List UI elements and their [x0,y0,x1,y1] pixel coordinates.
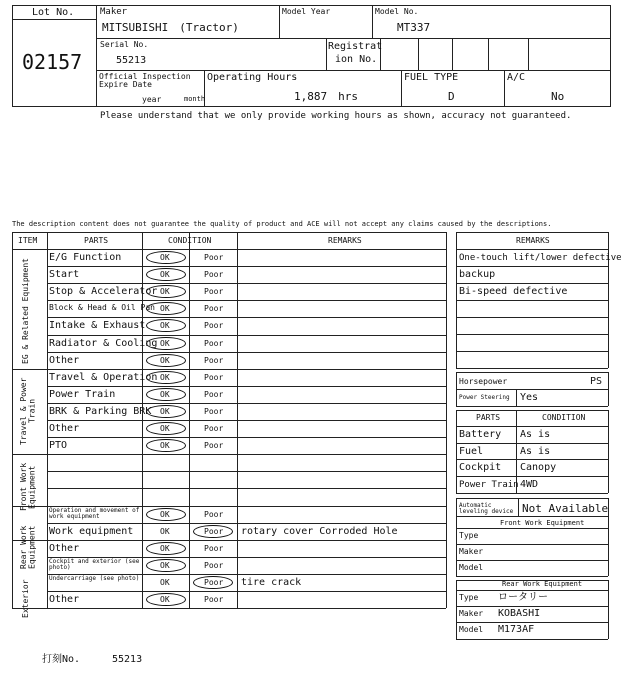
inspection-label: Official Inspection [99,72,191,81]
rule-line [47,437,446,438]
inspection-label-2: Expire Date [99,80,152,89]
battery-value: As is [520,429,551,440]
lot-number: 02157 [22,50,83,74]
maker-label: Maker [100,7,128,17]
ok-option: OK [160,441,170,451]
leveling-label: Automatic leveling device [459,502,514,516]
model-no-label: Model No. [375,7,419,16]
part-label: Start [49,269,80,281]
selected-condition-circle [146,422,186,435]
rule-line [47,266,446,267]
rule-line [12,454,446,455]
rule-line [456,560,608,561]
ok-option: OK [160,424,170,433]
poor-option: Poor [204,424,224,433]
hours-label: Operating Hours [207,72,298,83]
rule-line [456,622,608,623]
ok-option: OK [160,577,170,587]
selected-condition-circle [146,354,186,367]
lot-label: Lot No. [32,7,75,18]
ac-value: No [551,90,565,103]
rule-line [456,372,608,373]
part-label: Other [49,423,80,434]
rule-line [456,406,608,407]
poor-option: Poor [204,338,224,348]
cockpit-label: Cockpit [459,462,502,473]
selected-condition-circle [146,337,186,350]
rear-model-value: M173AF [498,624,535,635]
poor-option: Poor [204,389,224,399]
rule-line [608,580,609,639]
right-remark-1: One-touch lift/lower defective [459,253,622,263]
selected-condition-circle [146,251,186,264]
rear-model-label: Model [459,625,484,634]
model-year-label: Model Year [282,7,331,16]
rule-line [456,232,608,233]
part-label: Undercarriage (see photo) [49,574,140,582]
poor-option: Poor [204,560,224,570]
ok-option: OK [160,595,170,604]
selected-condition-circle [193,576,233,589]
ok-option: OK [160,321,170,331]
ok-option: OK [160,355,170,365]
power-train-value: 4WD [520,479,539,490]
rule-line [456,476,608,477]
poor-option: Poor [204,287,224,297]
part-label: Radiator & Cooling [49,337,158,349]
rule-line [518,498,519,516]
rule-line [456,334,608,335]
rule-line [12,608,446,609]
rule-line [47,352,446,353]
rule-line [456,410,608,411]
steering-label: Power Steering [459,394,510,401]
part-label: Operation and movement of work equipment [49,506,140,521]
selected-condition-circle [146,268,186,281]
ok-option: OK [160,543,170,553]
rule-line [47,232,48,608]
right-remarks-header: REMARKS [516,236,550,245]
rule-line [47,420,446,421]
group-label-eg: EG & Related Equipment [21,258,30,364]
rule-line [47,249,446,250]
poor-option: Poor [204,577,224,587]
selected-condition-circle [146,593,186,606]
rule-line [456,300,608,301]
rule-line [47,300,446,301]
stamp-label: 打刻No. [42,654,81,665]
rule-line [456,426,608,427]
month-label: month [184,95,206,103]
ac-label: A/C [507,72,526,83]
fuel-part-value: As is [520,446,551,457]
condition-header: CONDITION [168,236,212,245]
poor-option: Poor [204,595,224,604]
rule-line [456,498,457,516]
serial-label: Serial No. [100,40,149,49]
group-label-rear: Rear Work Equipment [19,525,37,569]
year-label: year [142,95,162,104]
rule-line [47,335,446,336]
part-label: Intake & Exhaust [49,320,146,332]
model-no-value: MT337 [397,21,431,34]
poor-option: Poor [204,304,224,314]
fuel-label: FUEL TYPE [404,72,459,83]
part-label: E/G Function [49,252,122,263]
fuel-part-label: Fuel [459,446,484,457]
remark-text: rotary cover Corroded Hole [241,525,398,537]
selected-condition-circle [146,302,186,315]
part-label: BRK & Parking BRK [49,405,152,417]
rule-line [456,639,608,640]
remark-text: tire crack [241,576,302,588]
rule-line [446,232,447,608]
rear-maker-label: Maker [459,609,484,618]
ok-option: OK [160,372,170,382]
horsepower-label: Horsepower [459,377,508,386]
group-label-exterior: Exterior [21,579,30,619]
rule-line [12,232,13,608]
remarks-header: REMARKS [328,236,362,245]
power-train-label: Power Train [459,480,519,490]
rule-line [456,317,608,318]
front-maker-label: Maker [459,547,484,556]
rule-line [456,283,608,284]
rule-line [12,540,446,541]
rule-line [12,232,446,233]
selected-condition-circle [146,508,186,521]
rule-line [47,403,446,404]
ok-option: OK [160,304,170,314]
poor-option: Poor [204,372,224,382]
rule-line [456,580,457,639]
part-label: Block & Head & Oil Pan [49,303,155,313]
part-label: Other [49,542,80,554]
rule-line [12,369,446,370]
poor-option: Poor [204,253,224,262]
rule-line [456,576,608,577]
rule-line [456,544,608,545]
poor-option: Poor [204,406,224,416]
registration-label: Registrat [328,41,383,52]
rear-maker-value: KOBASHI [498,608,541,619]
ok-option: OK [160,287,170,297]
selected-condition-circle [146,439,186,452]
rule-line [456,590,608,591]
part-label: PTO [49,440,68,452]
rule-line [456,516,608,517]
steering-value: Yes [520,392,539,403]
rule-line [47,471,446,472]
ok-option: OK [160,560,170,570]
right-condition-header: CONDITION [542,413,586,422]
rule-line [456,389,608,390]
right-remark-2: backup [459,269,496,280]
ok-option: OK [160,389,170,399]
part-label: Power Train [49,388,116,400]
rear-equipment-header: Rear Work Equipment [502,580,583,588]
right-parts-header: PARTS [476,413,501,422]
rule-line [456,516,457,576]
poor-option: Poor [204,441,224,451]
rear-type-label: Type [459,593,479,602]
horsepower-unit: PS [590,376,603,387]
registration-label-2: ion No. [335,54,378,65]
selected-condition-circle [146,542,186,555]
right-remark-3: Bi-speed defective [459,286,568,297]
rule-line [516,389,517,406]
part-label: Other [49,354,80,366]
front-model-label: Model [459,563,484,572]
selected-condition-circle [146,285,186,298]
poor-option: Poor [204,543,224,553]
rule-line [47,591,446,592]
rule-line [456,249,608,250]
rule-line [456,410,457,493]
rule-line [47,317,446,318]
rule-line [47,283,446,284]
part-label: Work equipment [49,525,134,537]
part-label: Stop & Accelerator [49,286,158,298]
rule-line [47,523,446,524]
poor-option: Poor [204,355,224,365]
group-label-travel: Travel & Power Train [19,377,37,445]
item-header: ITEM [18,236,38,245]
rule-line [456,443,608,444]
front-type-label: Type [459,531,479,540]
selected-condition-circle [146,371,186,384]
ok-option: OK [160,270,170,280]
rule-line [47,488,446,489]
poor-option: Poor [204,270,224,280]
rule-line [608,498,609,516]
selected-condition-circle [146,319,186,332]
rule-line [608,372,609,406]
rule-line [608,516,609,576]
maker-value: MITSUBISHI (Tractor) [102,21,239,34]
ok-option: OK [160,509,170,519]
fuel-value: D [448,90,455,103]
hours-value: 1,887 hrs [294,90,358,103]
rule-line [456,493,608,494]
ok-option: OK [160,338,170,348]
part-label: Other [49,594,80,605]
rule-line [456,351,608,352]
selected-condition-circle [146,388,186,401]
rule-line [456,498,608,499]
serial-value: 55213 [116,55,147,66]
poor-option: Poor [204,526,224,536]
selected-condition-circle [146,559,186,572]
rule-line [456,606,608,607]
poor-option: Poor [204,509,224,519]
rule-line [456,266,608,267]
parts-header: PARTS [84,236,109,245]
leveling-value: Not Available [522,502,609,515]
selected-condition-circle [146,405,186,418]
rule-line [456,528,608,529]
rule-line [456,459,608,460]
part-label: Cockpit and exterior (see photo) [49,557,140,572]
group-label-front: Front Work Equipment [19,462,37,512]
front-equipment-header: Front Work Equipment [500,519,585,527]
rear-type-value: ロータリー [498,592,548,603]
rule-line [47,386,446,387]
rule-line [456,368,608,369]
rule-line [189,232,190,608]
hours-note: Please understand that we only provide working hours as shown, accuracy not guaranteed. [100,111,572,121]
selected-condition-circle [193,525,233,538]
poor-option: Poor [204,321,224,331]
battery-label: Battery [459,429,502,440]
stamp-value: 55213 [112,654,143,665]
disclaimer: The description content does not guarantee the quality of product and ACE will not accept any claims caused by the descriptions. [12,220,552,228]
rule-line [456,232,457,368]
rule-line [456,372,457,406]
part-label: Travel & Operation [49,371,158,383]
ok-option: OK [160,526,170,536]
ok-option: OK [160,406,170,416]
ok-option: OK [160,253,170,262]
cockpit-value: Canopy [520,462,557,473]
rule-line [237,232,238,608]
rule-line [608,410,609,493]
